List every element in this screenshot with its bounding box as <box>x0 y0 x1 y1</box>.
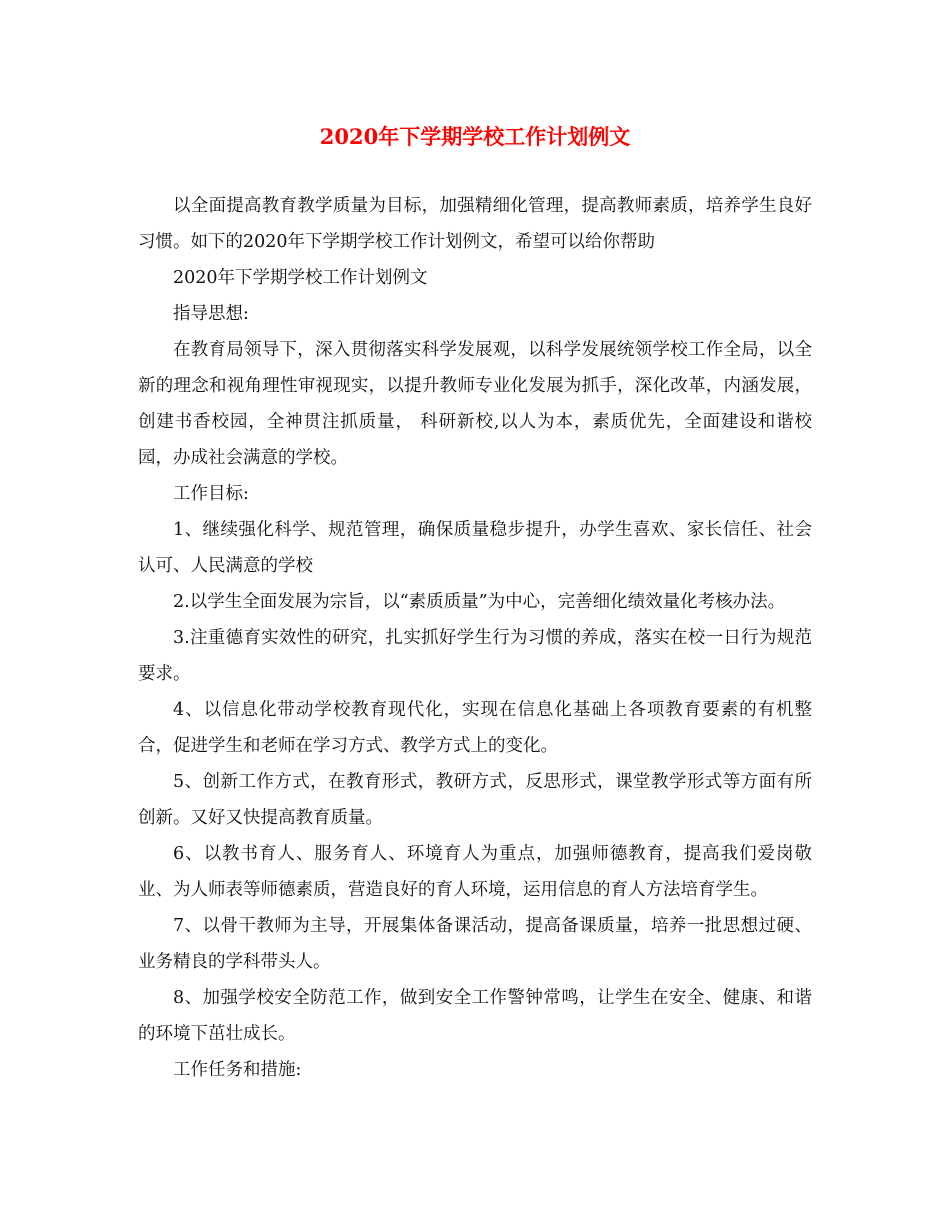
goal-item-7: 7、以骨干教师为主导，开展集体备课活动，提高备课质量，培养一批思想过硬、业务精良的学科带头人。 <box>138 916 812 972</box>
goal-item-3: 3.注重德育实效性的研究，扎实抓好学生行为习惯的养成，落实在校一日行为规范要求。 <box>138 628 812 684</box>
paragraph-guiding-thought: 在教育局领导下，深入贯彻落实科学发展观，以科学发展统领学校工作全局，以全新的理念和视角理性审视现实，以提升教师专业化发展为抓手，深化改革，内涵发展，创建书香校园，全神贯注抓质量， 科研新校,以人为本，素质优先，全面建设和谐校园，办成社会满意的学校。 <box>138 340 812 468</box>
document-title: 2020年下学期学校工作计划例文 <box>319 124 631 149</box>
goal-item-4: 4、以信息化带动学校教育现代化，实现在信息化基础上各项教育要素的有机整合，促进学生和老师在学习方式、教学方式上的变化。 <box>138 700 812 756</box>
goal-item-5: 5、创新工作方式，在教育形式，教研方式，反思形式，课堂教学形式等方面有所创新。又好又快提高教育质量。 <box>138 772 812 828</box>
goal-item-1: 1、继续强化科学、规范管理，确保质量稳步提升，办学生喜欢、家长信任、社会认可、人民满意的学校 <box>138 520 812 576</box>
heading-guiding-thought: 指导思想: <box>173 304 249 324</box>
paragraph-intro: 以全面提高教育教学质量为目标，加强精细化管理，提高教师素质，培养学生良好习惯。如下的2020年下学期学校工作计划例文，希望可以给你帮助 <box>138 196 812 252</box>
heading-work-goals: 工作目标: <box>173 484 249 504</box>
document-body <box>138 188 812 1088</box>
goal-item-2: 2.以学生全面发展为宗旨，以“素质质量”为中心，完善细化绩效量化考核办法。 <box>173 592 786 612</box>
goal-item-6: 6、以教书育人、服务育人、环境育人为重点，加强师德教育，提高我们爱岗敬业、为人师表等师德素质，营造良好的育人环境，运用信息的育人方法培育学生。 <box>138 844 812 900</box>
heading-tasks-measures: 工作任务和措施: <box>173 1060 302 1080</box>
paragraph-subtitle: 2020年下学期学校工作计划例文 <box>173 268 428 288</box>
goal-item-8: 8、加强学校安全防范工作，做到安全工作警钟常鸣，让学生在安全、健康、和谐的环境下茁壮成长。 <box>138 988 812 1044</box>
